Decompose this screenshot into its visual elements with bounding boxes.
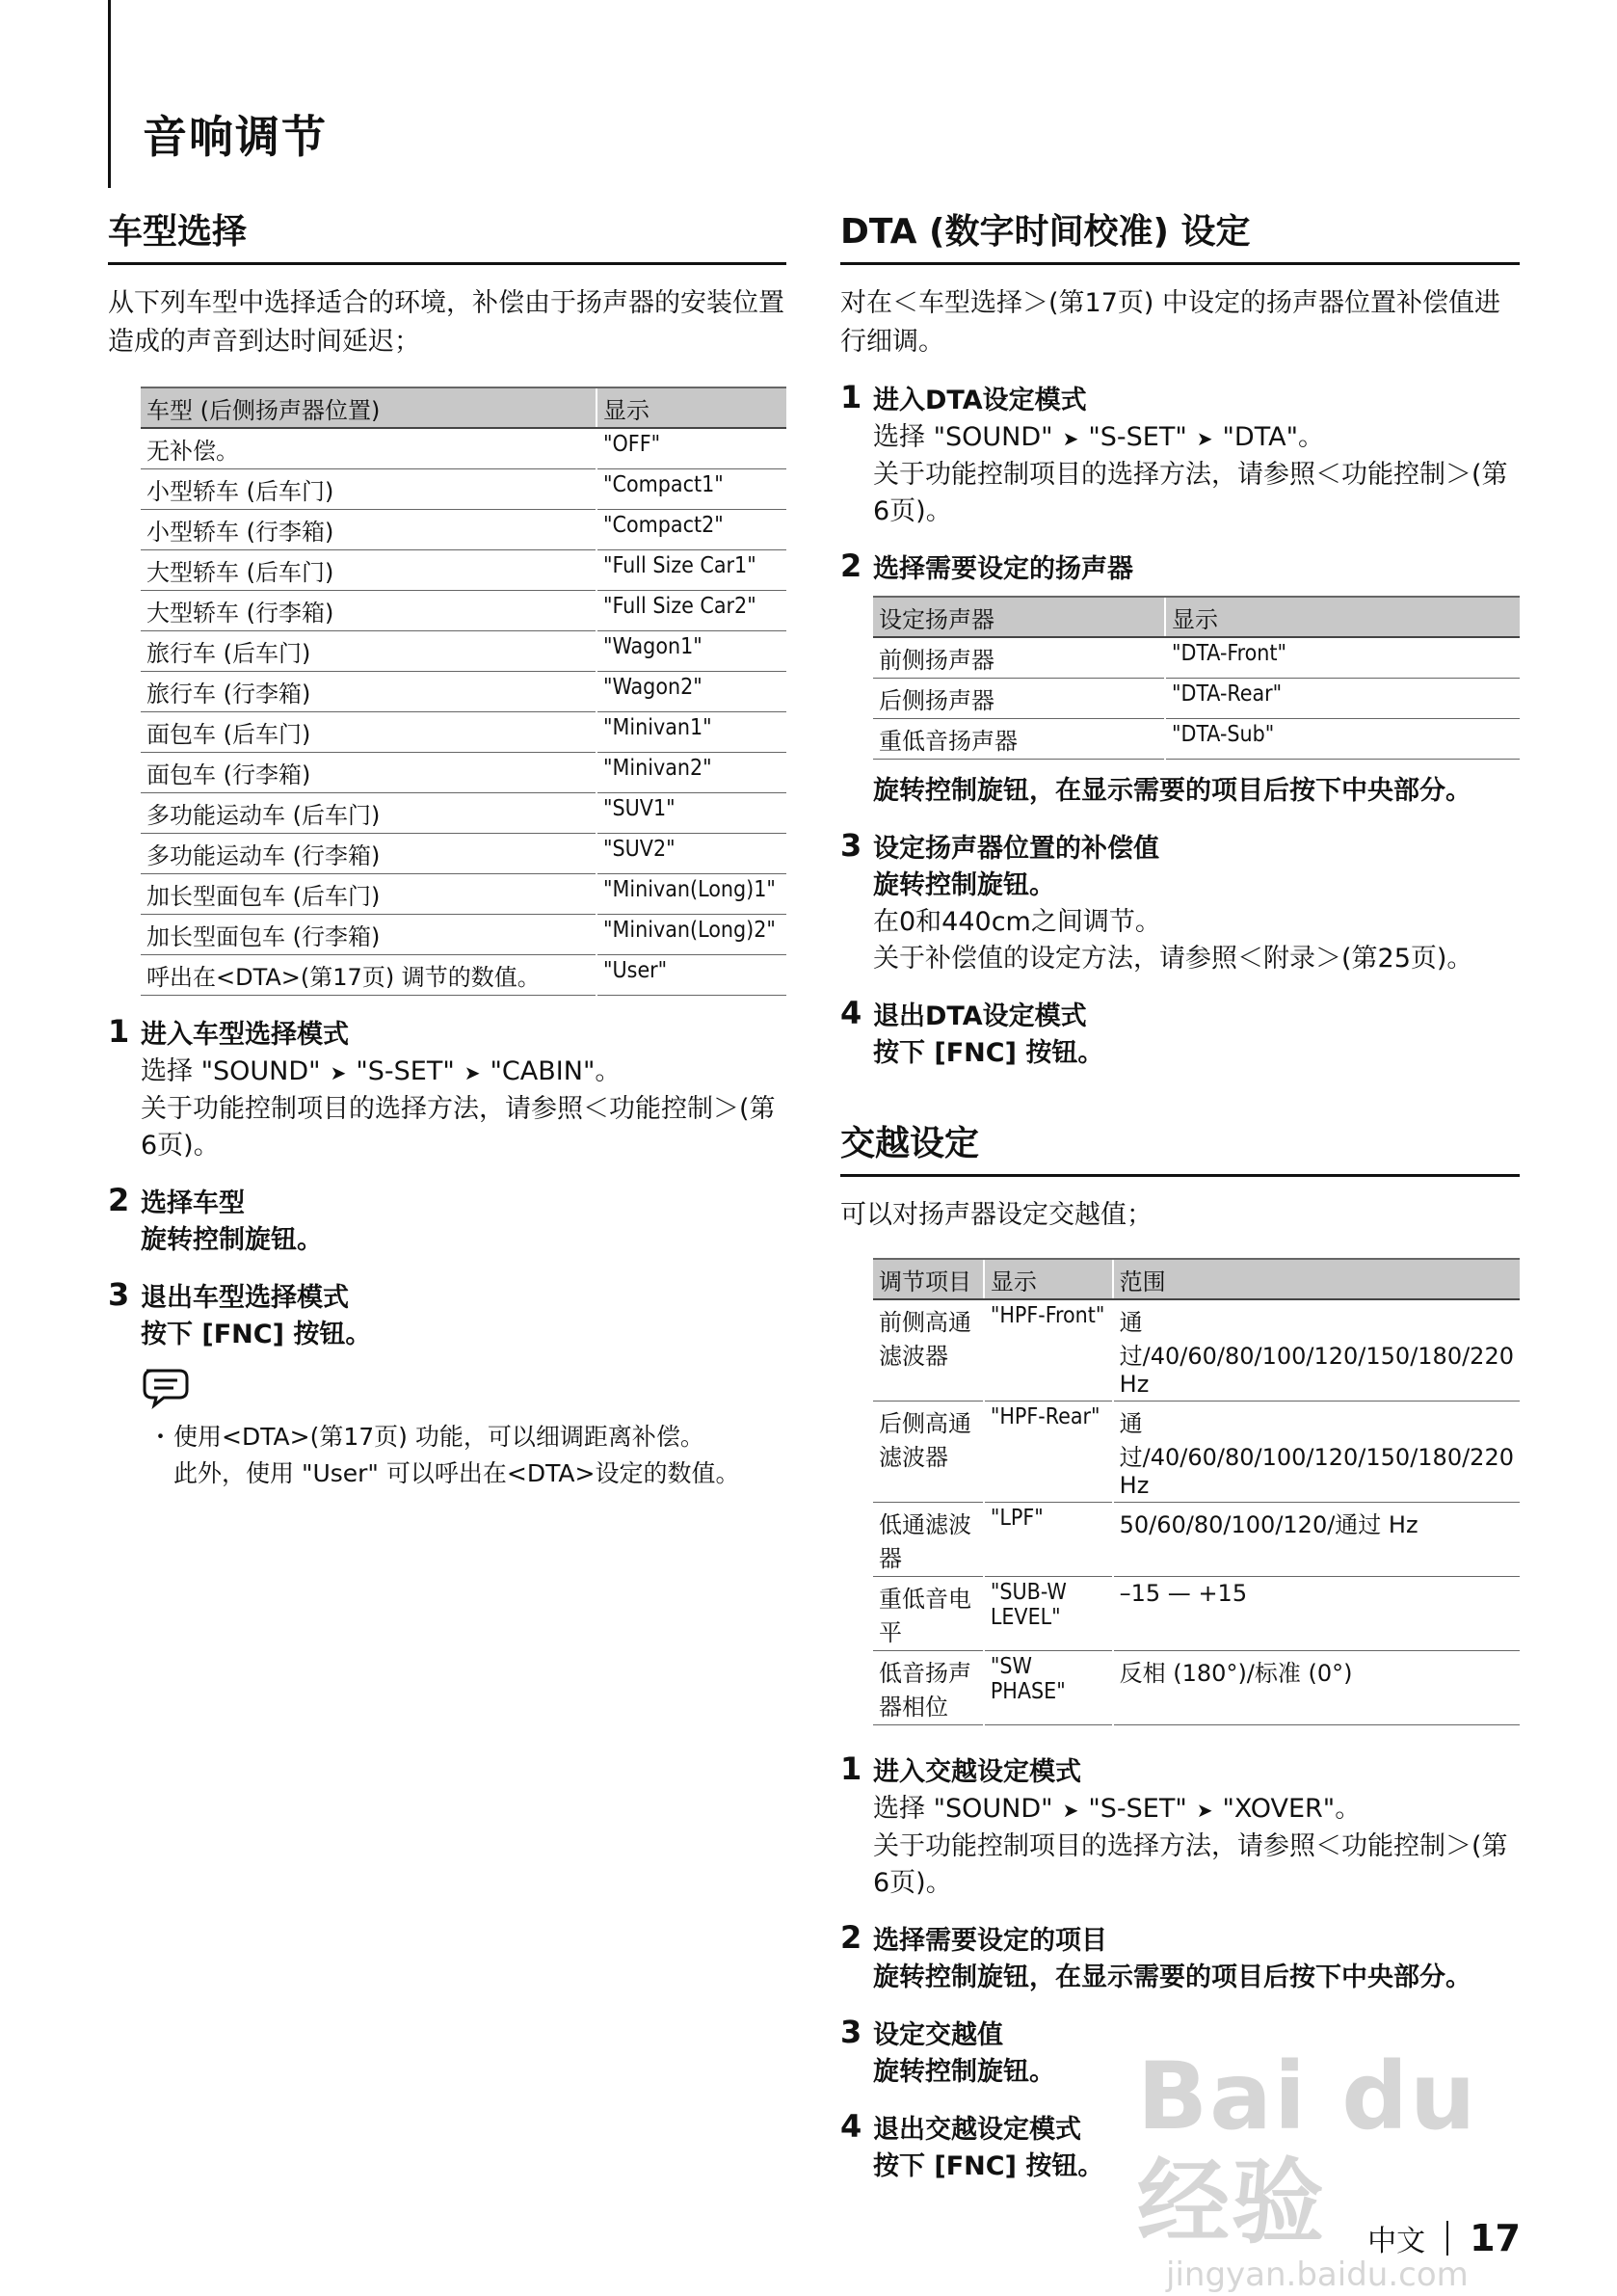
note-bullet: ・ (148, 1423, 173, 1451)
dta-intro: 对在＜车型选择＞(第17页) 中设定的扬声器位置补偿值进行细调。 (840, 288, 1501, 357)
step-line: 旋转控制旋钮。 (141, 1225, 323, 1255)
table-cell: 旅行车 (后车门) (141, 631, 596, 672)
note-line: 此外，使用 "User" 可以呼出在<DTA>设定的数值。 (173, 1459, 740, 1487)
table-cell: "Compact1" (596, 469, 786, 510)
table-cell: 大型轿车 (行李箱) (141, 591, 596, 631)
footer-language: 中文 (1367, 2225, 1426, 2258)
menu-path-end: "CABIN"。 (490, 1056, 622, 1086)
table-row (141, 631, 786, 672)
step-line: 旋转控制旋钮。 (873, 870, 1055, 900)
step-title: 进入车型选择模式 (141, 1020, 349, 1050)
step-title: 退出车型选择模式 (141, 1283, 349, 1313)
table-header: 设定扬声器 (873, 597, 1165, 637)
step-title: 设定交越值 (873, 2020, 1003, 2050)
cabin-intro: 从下列车型中选择适合的环境，补偿由于扬声器的安装位置造成的声音到达时间延迟； (108, 288, 784, 357)
table-cell: 前侧扬声器 (873, 637, 1165, 679)
table-row (141, 834, 786, 874)
step-title: 进入DTA设定模式 (873, 386, 1087, 415)
page-number: 17 (1470, 2217, 1521, 2259)
table-cell: 通过/40/60/80/100/120/150/180/220 Hz (1113, 1299, 1520, 1402)
cabin-step-2 (108, 1182, 786, 1259)
xover-step-1 (840, 1750, 1520, 1902)
table-row (141, 712, 786, 753)
table-row (873, 679, 1520, 719)
table-cell: 重低音扬声器 (873, 719, 1165, 760)
table-cell: 多功能运动车 (后车门) (141, 793, 596, 834)
arrow-right-icon: ➤ (1196, 427, 1213, 450)
table-cell: 旅行车 (行李箱) (141, 672, 596, 712)
cabin-step-3 (108, 1276, 786, 1353)
page-footer (1367, 2217, 1521, 2259)
table-row (141, 469, 786, 510)
table-row (873, 1577, 1520, 1651)
step-line (141, 1054, 786, 1091)
table-row (141, 591, 786, 631)
table-cell: 多功能运动车 (行李箱) (141, 834, 596, 874)
step-title: 设定扬声器位置的补偿值 (873, 834, 1159, 864)
footer-divider (1446, 2221, 1448, 2256)
dta-table-body (873, 637, 1520, 760)
step-number: 2 (840, 547, 862, 584)
table-row (141, 793, 786, 834)
table-cell: "Wagon1" (596, 631, 786, 672)
step-number: 2 (108, 1182, 130, 1218)
table-cell: 前侧高通滤波器 (873, 1299, 984, 1402)
table-row (873, 1651, 1520, 1725)
step-line: 旋转控制旋钮，在显示需要的项目后按下中央部分。 (873, 776, 1471, 806)
arrow-right-icon: ➤ (1196, 1799, 1213, 1822)
note-text (108, 1419, 786, 1492)
arrow-right-icon: ➤ (464, 1061, 481, 1084)
table-header-row (873, 597, 1520, 637)
dta-step-2 (840, 547, 1520, 810)
table-cell: 面包车 (行李箱) (141, 753, 596, 793)
note-line: 使用<DTA>(第17页) 功能，可以细调距离补偿。 (173, 1423, 704, 1451)
xover-step-2 (840, 1919, 1520, 1996)
table-cell: "Full Size Car2" (596, 591, 786, 631)
table-cell: "LPF" (984, 1503, 1113, 1577)
table-cell: "DTA-Front" (1165, 637, 1520, 679)
arrow-right-icon: ➤ (1062, 1799, 1079, 1822)
step-line: 按下 [FNC] 按钮。 (873, 2151, 1104, 2181)
step-number: 1 (840, 1750, 862, 1787)
table-row (141, 550, 786, 591)
table-cell: "OFF" (596, 428, 786, 469)
step-title: 退出交越设定模式 (873, 2115, 1081, 2145)
dta-step-4 (840, 995, 1520, 1072)
table-cell: "HPF-Rear" (984, 1402, 1113, 1503)
table-cell: 后侧扬声器 (873, 679, 1165, 719)
dta-table (873, 596, 1520, 760)
table-cell: 重低音电平 (873, 1577, 984, 1651)
speech-note-icon (141, 1367, 786, 1413)
page-title: 音响调节 (143, 111, 328, 163)
table-cell: 低音扬声器相位 (873, 1651, 984, 1725)
cabin-heading: 车型选择 (108, 210, 786, 265)
menu-path-mid: "S-SET" (1088, 1794, 1187, 1824)
step-title: 选择需要设定的扬声器 (873, 554, 1133, 584)
table-header-row (141, 387, 786, 428)
table-row (141, 753, 786, 793)
cabin-table-body (141, 428, 786, 996)
table-row (873, 1503, 1520, 1577)
table-cell: 呼出在<DTA>(第17页) 调节的数值。 (141, 955, 596, 996)
table-row (141, 672, 786, 712)
table-row (141, 955, 786, 996)
table-cell: 后侧高通滤波器 (873, 1402, 984, 1503)
menu-path-mid: "S-SET" (356, 1056, 455, 1086)
dta-heading: DTA (数字时间校准) 设定 (840, 210, 1520, 265)
table-cell: 小型轿车 (行李箱) (141, 510, 596, 550)
step-line: 关于功能控制项目的选择方法，请参照＜功能控制＞(第6页)。 (141, 1094, 776, 1161)
step-line: 关于功能控制项目的选择方法，请参照＜功能控制＞(第6页)。 (873, 1831, 1508, 1898)
table-cell: 大型轿车 (后车门) (141, 550, 596, 591)
step-line: 旋转控制旋钮。 (873, 2057, 1055, 2087)
step-line (873, 419, 1520, 457)
table-cell: –15 — +15 (1113, 1577, 1520, 1651)
cabin-table (141, 387, 786, 996)
step-line: 按下 [FNC] 按钮。 (141, 1320, 372, 1349)
table-cell: "Full Size Car1" (596, 550, 786, 591)
step-number: 1 (108, 1013, 130, 1050)
table-cell: 无补偿。 (141, 428, 596, 469)
step-title: 选择车型 (141, 1188, 245, 1218)
menu-path-end: "DTA"。 (1222, 422, 1325, 452)
step-line: 关于补偿值的设定方法，请参照＜附录＞(第25页)。 (873, 944, 1473, 974)
table-row (141, 428, 786, 469)
table-cell: "Minivan1" (596, 712, 786, 753)
table-cell: "SUV1" (596, 793, 786, 834)
table-header: 显示 (984, 1259, 1113, 1299)
table-cell: "DTA-Rear" (1165, 679, 1520, 719)
step-line (873, 1791, 1520, 1829)
step-number: 3 (840, 2014, 862, 2050)
table-row (873, 1402, 1520, 1503)
table-row (873, 719, 1520, 760)
table-header: 显示 (596, 387, 786, 428)
table-cell: 低通滤波器 (873, 1503, 984, 1577)
arrow-right-icon: ➤ (330, 1061, 347, 1084)
step-number: 2 (840, 1919, 862, 1956)
step-line: 关于功能控制项目的选择方法，请参照＜功能控制＞(第6页)。 (873, 460, 1508, 526)
right-column (840, 210, 1520, 2185)
table-header: 显示 (1165, 597, 1520, 637)
table-cell: "SUV2" (596, 834, 786, 874)
step-title: 退出DTA设定模式 (873, 1001, 1087, 1031)
menu-path-start: 选择 "SOUND" (873, 1794, 1053, 1824)
left-column (108, 210, 786, 1492)
step-line: 在0和440cm之间调节。 (873, 907, 1161, 937)
table-cell: "Minivan(Long)1" (596, 874, 786, 915)
step-number: 4 (840, 995, 862, 1031)
table-cell: 加长型面包车 (后车门) (141, 874, 596, 915)
title-side-bar (108, 0, 111, 188)
step-line: 按下 [FNC] 按钮。 (873, 1038, 1104, 1068)
step-line: 旋转控制旋钮，在显示需要的项目后按下中央部分。 (873, 1962, 1471, 1992)
table-cell: 面包车 (后车门) (141, 712, 596, 753)
table-cell: "User" (596, 955, 786, 996)
arrow-right-icon: ➤ (1062, 427, 1079, 450)
table-cell: "Minivan(Long)2" (596, 915, 786, 955)
step-title: 选择需要设定的项目 (873, 1926, 1107, 1956)
table-row (141, 915, 786, 955)
step-title: 进入交越设定模式 (873, 1757, 1081, 1787)
menu-path-end: "XOVER"。 (1222, 1794, 1362, 1824)
xover-heading: 交越设定 (840, 1122, 1520, 1177)
xover-table (873, 1258, 1520, 1725)
table-header: 调节项目 (873, 1259, 984, 1299)
table-row (141, 510, 786, 550)
table-header: 车型 (后侧扬声器位置) (141, 387, 596, 428)
menu-path-start: 选择 "SOUND" (873, 422, 1053, 452)
watermark-logo: Bai du 经验 (1137, 2042, 1478, 2256)
table-cell: 通过/40/60/80/100/120/150/180/220 Hz (1113, 1402, 1520, 1503)
xover-intro: 可以对扬声器设定交越值； (840, 1200, 1153, 1230)
table-cell: "SW PHASE" (984, 1651, 1113, 1725)
table-cell: 50/60/80/100/120/通过 Hz (1113, 1503, 1520, 1577)
table-cell: "DTA-Sub" (1165, 719, 1520, 760)
step-number: 3 (840, 827, 862, 864)
dta-step-3 (840, 827, 1520, 977)
watermark (1137, 2042, 1542, 2294)
watermark-url: jingyan.baidu.com (1166, 2256, 1469, 2294)
menu-path-start: 选择 "SOUND" (141, 1056, 321, 1086)
table-cell: 反相 (180°)/标准 (0°) (1113, 1651, 1520, 1725)
step-number: 3 (108, 1276, 130, 1313)
table-row (141, 874, 786, 915)
table-cell: "Minivan2" (596, 753, 786, 793)
table-cell: "Compact2" (596, 510, 786, 550)
menu-path-mid: "S-SET" (1088, 422, 1187, 452)
xover-table-body (873, 1299, 1520, 1725)
table-header: 范围 (1113, 1259, 1520, 1299)
cabin-step-1 (108, 1013, 786, 1164)
table-row (873, 637, 1520, 679)
table-cell: "Wagon2" (596, 672, 786, 712)
table-cell: 加长型面包车 (行李箱) (141, 915, 596, 955)
table-cell: "HPF-Front" (984, 1299, 1113, 1402)
table-header-row (873, 1259, 1520, 1299)
dta-step-1 (840, 379, 1520, 530)
step-number: 1 (840, 379, 862, 415)
table-cell: 小型轿车 (后车门) (141, 469, 596, 510)
table-cell: "SUB-W LEVEL" (984, 1577, 1113, 1651)
step-number: 4 (840, 2108, 862, 2145)
table-row (873, 1299, 1520, 1402)
